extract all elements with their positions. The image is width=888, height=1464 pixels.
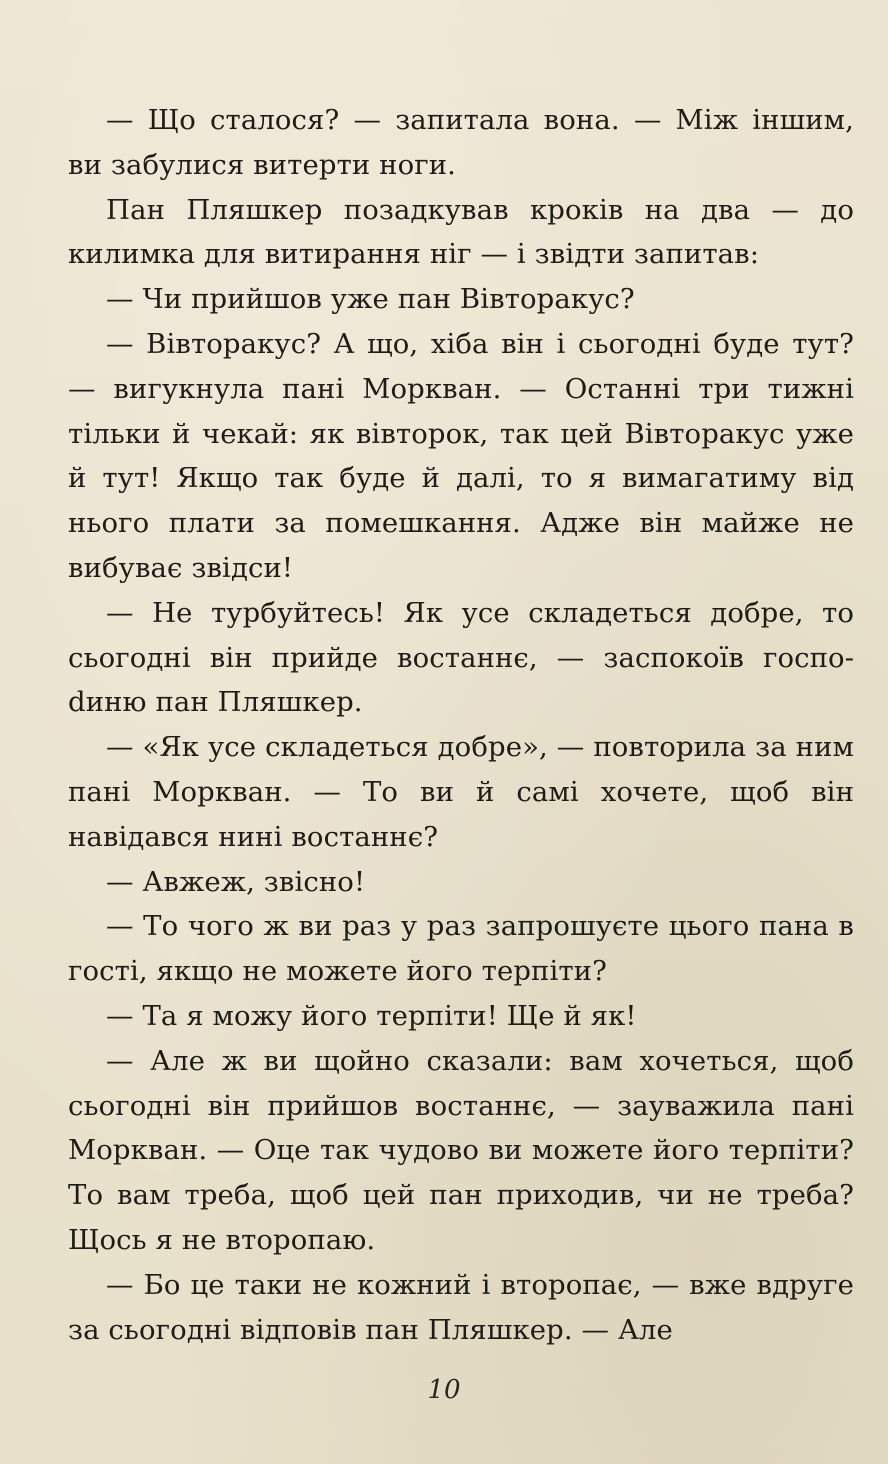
paragraph: — Вівторакус? А що, хіба він і сьогодні буде тут? — вигукнула пані Моркван. — Останні три тижні тільки й чекай: як вівторок, так цей Вівторакус уже й тут! Якщо так буде й далі, то я вимагатиму від нього плати за помешкання. Адже він майже не вибуває звідси! [68, 327, 854, 584]
paragraph: — Але ж ви щойно сказали: вам хочеться, щоб сьогодні він прийшов востаннє, — зауважила пані Моркван. — Оце так чудово ви можете його терпіти? То вам треба, щоб цей пан приходив, чи не треба? Щось я не второпаю. [68, 1044, 854, 1256]
paragraph: — Що сталося? — запитала вона. — Між іншим, ви забулися витерти ноги. [68, 104, 854, 181]
paragraph: — Чи прийшов уже пан Вівторакус? [106, 283, 635, 316]
paragraph: — «Як усе складеться добре», — повторила за ним пані Моркван. — То ви й самі хочете, щоб він навідався нині востаннє? [68, 731, 854, 853]
paragraph: — Та я можу його терпіти! Ще й як! [106, 999, 637, 1032]
paragraph: — То чого ж ви раз у раз запрошуєте цього пана в гості, якщо не можете його терпіти? [68, 910, 854, 988]
paragraph: — Авжеж, звісно! [106, 865, 366, 898]
paragraph: Пан Пляшкер позадкував кроків на два — до килимка для витирання ніг — і звідти запитав: [68, 193, 854, 271]
paragraph: — Не турбуйтесь! Як усе складеться добре, то сьогодні він прийде востаннє, — заспокоїв госпоdиню пан Пляшкер. [68, 596, 854, 719]
page-text [68, 98, 854, 1352]
paragraph: — Бо це таки не кожний і второпає, — вже вдруге за сьогодні відповів пан Пляшкер. — Але [68, 1268, 854, 1346]
page-number: 10 [427, 1375, 461, 1405]
